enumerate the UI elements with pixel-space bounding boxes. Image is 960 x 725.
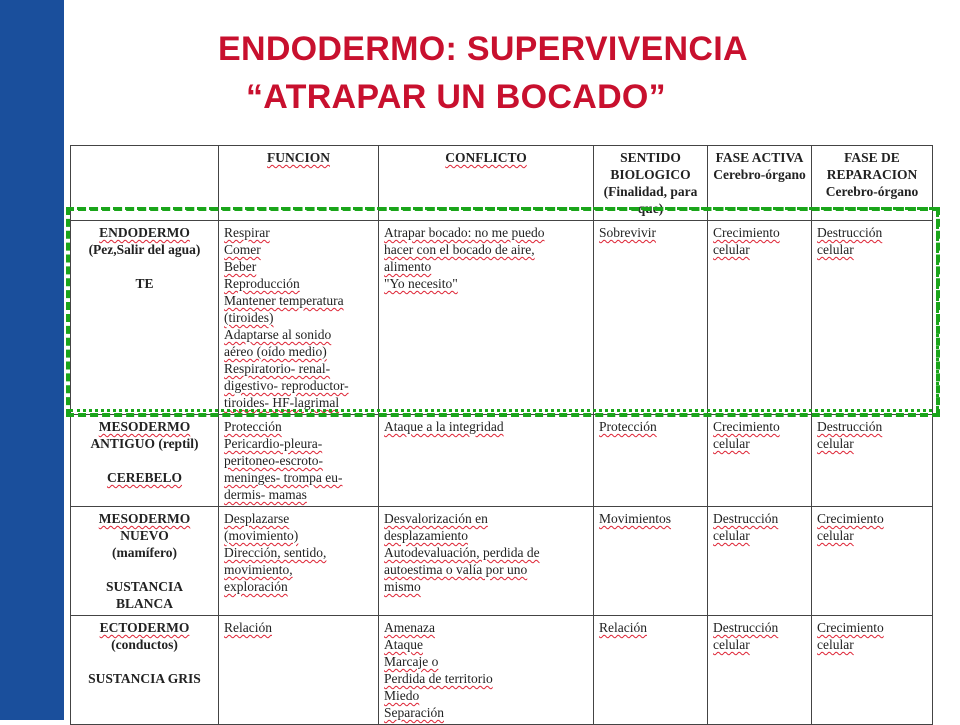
cell-line: (tiroides) (224, 310, 274, 325)
cell-line: aéreo (oído medio) (224, 344, 327, 359)
cell-line: Reproducción (224, 276, 300, 291)
cell-line: alimento (384, 259, 432, 274)
cell-line: Autodevaluación, perdida de (384, 545, 540, 560)
cell-line: Ataque (384, 637, 423, 652)
cell-activa (708, 507, 812, 616)
cell-line: Protección (224, 419, 282, 434)
cell-line: autoestima o valía por uno (384, 562, 528, 577)
cell-line: Adaptarse al sonido (224, 327, 332, 342)
cell-line: SUSTANCIA (105, 579, 184, 594)
cell-line: Crecimiento (713, 225, 780, 240)
cell-line: movimiento, (224, 562, 293, 577)
cell-line: ANTIGUO (reptil) (90, 436, 199, 451)
cell-line: Mantener temperatura (224, 293, 344, 308)
cell-activa (708, 616, 812, 725)
table-row (71, 616, 933, 725)
cell-line: Pericardio-pleura- (224, 436, 323, 451)
cell-line: Destrucción (817, 225, 883, 240)
cell-line: BLANCA (115, 596, 173, 611)
header-conflicto: CONFLICTO (379, 146, 594, 221)
cell-line: Desvalorización en (384, 511, 488, 526)
cell-name (71, 507, 219, 616)
cell-sentido (594, 507, 708, 616)
cell-reparacion (812, 507, 933, 616)
cell-line: "Yo necesito" (384, 276, 458, 291)
cell-line: celular (713, 637, 750, 652)
cell-line: Sobrevivir (599, 225, 656, 240)
cell-line: Beber (224, 259, 257, 274)
cell-line: Dirección, sentido, (224, 545, 327, 560)
cell-line: celular (713, 436, 750, 451)
cell-conflicto (379, 616, 594, 725)
cell-line: SUSTANCIA GRIS (88, 671, 201, 686)
cell-line: Crecimiento (713, 419, 780, 434)
cell-conflicto (379, 415, 594, 507)
cell-line: celular (817, 242, 854, 257)
cell-reparacion (812, 415, 933, 507)
cell-line: Separación (384, 705, 444, 720)
cell-line: MESODERMO (98, 419, 191, 434)
header-funcion: FUNCION (219, 146, 379, 221)
cell-line: Destrucción (817, 419, 883, 434)
cell-line: peritoneo-escroto- (224, 453, 323, 468)
cell-line: ENDODERMO (99, 225, 190, 240)
cell-reparacion (812, 616, 933, 725)
cell-line: Ataque a la integridad (384, 419, 504, 434)
cell-line: tiroides- HF-lagrimal (224, 395, 340, 410)
cell-conflicto (379, 507, 594, 616)
cell-line: meninges- trompa eu- (224, 470, 343, 485)
cell-line: Relación (224, 620, 272, 635)
cell-line: celular (713, 242, 750, 257)
cell-line: celular (817, 436, 854, 451)
cell-line: (conductos) (111, 637, 178, 652)
cell-name (71, 415, 219, 507)
cell-line: Destrucción (713, 511, 779, 526)
cell-line: Protección (599, 419, 657, 434)
cell-line: Relación (599, 620, 647, 635)
cell-line: hacer con el bocado de aire, (384, 242, 535, 257)
cell-line: dermis- mamas (224, 487, 307, 502)
cell-line: desplazamiento (384, 528, 468, 543)
cell-line: MESODERMO (98, 511, 191, 526)
cell-line: Perdida de territorio (384, 671, 493, 686)
cell-funcion (219, 415, 379, 507)
cell-name (71, 616, 219, 725)
cell-sentido (594, 415, 708, 507)
cell-line: exploración (224, 579, 288, 594)
cell-line: Atrapar bocado: no me puedo (384, 225, 545, 240)
cell-funcion (219, 616, 379, 725)
header-fase-reparacion: FASE DE REPARACION Cerebro-órgano (812, 146, 933, 221)
cell-line: Comer (224, 242, 261, 257)
highlight-frame (66, 207, 940, 417)
cell-line: digestivo- reproductor- (224, 378, 349, 393)
cell-line: Crecimiento (817, 620, 884, 635)
highlight-dotted-bottom (70, 409, 932, 412)
cell-sentido (594, 616, 708, 725)
table-row (71, 507, 933, 616)
cell-line: Respiratorio- renal- (224, 361, 331, 376)
highlight-dotted-right (936, 207, 939, 409)
cell-line: TE (135, 276, 154, 291)
cell-line: Marcaje o (384, 654, 439, 669)
header-sentido: SENTIDO BIOLOGICO (Finalidad, para que) (594, 146, 708, 221)
cell-line: NUEVO (120, 528, 169, 543)
cell-line: celular (817, 528, 854, 543)
table-row (71, 415, 933, 507)
cell-line: celular (713, 528, 750, 543)
cell-line: Miedo (384, 688, 420, 703)
cell-line: Movimientos (599, 511, 672, 526)
cell-line: Destrucción (713, 620, 779, 635)
cell-line: Amenaza (384, 620, 435, 635)
page-title: ENDODERMO: SUPERVIVENCIA (218, 30, 748, 68)
cell-line: (Pez,Salir del agua) (88, 242, 201, 257)
page-subtitle: “ATRAPAR UN BOCADO” (246, 78, 666, 116)
cell-line: Crecimiento (817, 511, 884, 526)
cell-line: celular (817, 637, 854, 652)
cell-activa (708, 415, 812, 507)
cell-line: (movimiento) (224, 528, 299, 543)
left-accent-bar (0, 0, 64, 720)
cell-line: (mamífero) (112, 545, 177, 560)
cell-line: CEREBELO (106, 470, 183, 485)
cell-line: mismo (384, 579, 421, 594)
cell-funcion (219, 507, 379, 616)
cell-line: Respirar (224, 225, 270, 240)
highlight-dotted-top (70, 207, 932, 210)
cell-line: Desplazarse (224, 511, 290, 526)
header-fase-activa: FASE ACTIVA Cerebro-órgano (708, 146, 812, 221)
cell-line: ECTODERMO (99, 620, 190, 635)
